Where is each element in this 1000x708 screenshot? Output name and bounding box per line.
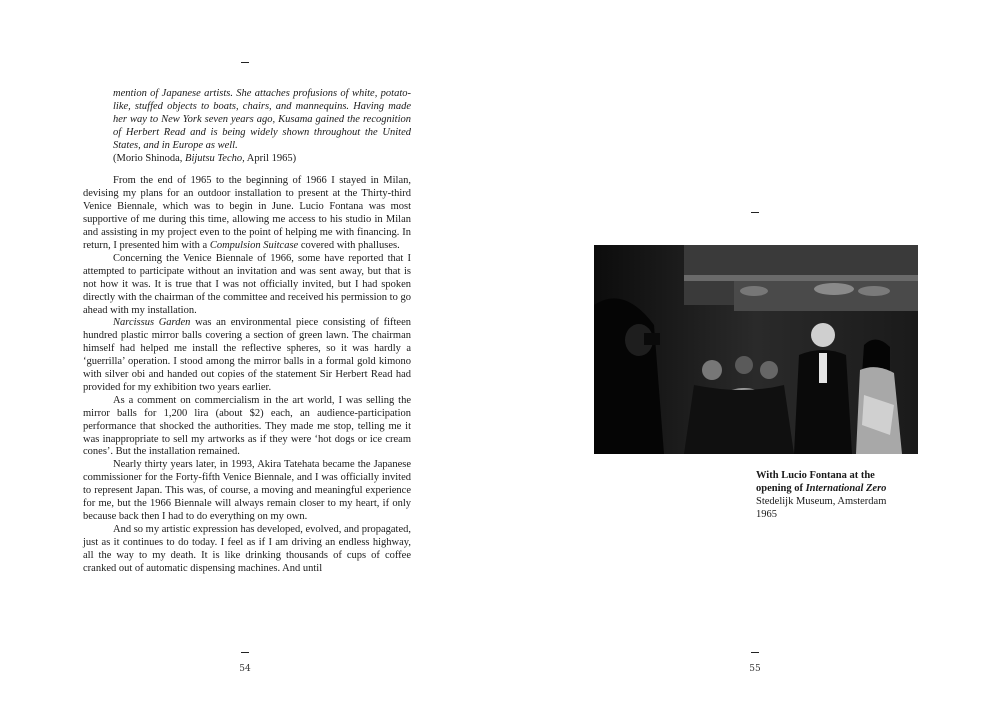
top-dash-right <box>751 212 759 213</box>
paragraph-5: Nearly thirty years later, in 1993, Akira Tatehata became the Japanese commissioner for the Forty-fifth Venice Biennale, and I was officially invited to represent Japan. This was, of course, a moving and meaningful experience for me, but the 1966 Biennale will always remain closer to my heart, if only because back then I had to do everything on my own. <box>83 459 411 522</box>
page-number-right: 55 <box>749 664 761 674</box>
caption-line-4: 1965 <box>756 509 777 520</box>
top-dash-left <box>241 62 249 63</box>
caption-line-3: Stedelijk Museum, Amsterdam <box>756 496 887 507</box>
paragraph-6: And so my artistic expression has developed, evolved, and propagated, just as it continues to do today. I feel as if I am driving an endless highway, all the way to my death. It is like drinking thousands of cups of coffee cranked out of automatic dispensing machines. And until <box>83 523 412 574</box>
photo-caption <box>756 469 926 521</box>
caption-line-1: With Lucio Fontana at the <box>756 470 875 481</box>
block-quote: mention of Japanese artists. She attaches profusions of white, potato-like, stuffed objects to boats, chairs, and mannequins. Having made her way to New York seven years ago, Kusama gained the recognition of Herbert Read and is being widely shown throughout the United States, and in Europe as well. <box>113 88 411 151</box>
left-body-text <box>83 88 411 576</box>
bottom-dash-left <box>241 652 249 653</box>
photograph <box>594 245 918 454</box>
bottom-dash-right <box>751 652 759 653</box>
page-number-left: 54 <box>239 664 251 674</box>
paragraph-1: From the end of 1965 to the beginning of 1966 I stayed in Milan, devising my plans for an outdoor installation to present at the Thirty-third Venice Biennale, which was to begin in June. Lucio Fontana was most supportive of me during this time, allowing me access to his studio in Milan and assisting in my project even to the point of helping me with financing. In return, I presented him with a Compulsion Suitcase covered with phalluses. <box>83 175 411 251</box>
photo-illustration <box>594 245 918 454</box>
quote-citation: (Morio Shinoda, Bijutsu Techo, April 1965) <box>113 152 297 164</box>
paragraph-2: Concerning the Venice Biennale of 1966, some have reported that I attempted to participate without an invitation and was sent away, but that is not how it was. It is true that I was not officially invited, but I had spoken directly with the chairman of the committee and received his permission to go ahead with my installation. <box>83 252 411 316</box>
paragraph-3: Narcissus Garden was an environmental piece consisting of fifteen hundred plastic mirror balls covering a section of green lawn. The chairman himself had helped me install the reflective spheres, so it was hardly a ‘guerrilla’ operation. I stood among the mirror balls in a formal gold kimono with silver obi and handed out copies of the statement Sir Herbert Read had provided for my exhibition two years earlier. <box>83 317 411 393</box>
paragraph-4: As a comment on commercialism in the art world, I was selling the mirror balls for 1,200 lira (about $2) each, an audience-participation performance that shocked the authorities. They made me stop, telling me it was inappropriate to sell my artworks as if they were ‘hot dogs or ice cream cones’. But the installation remained. <box>83 394 411 458</box>
caption-line-2: opening of International Zero <box>756 483 887 494</box>
